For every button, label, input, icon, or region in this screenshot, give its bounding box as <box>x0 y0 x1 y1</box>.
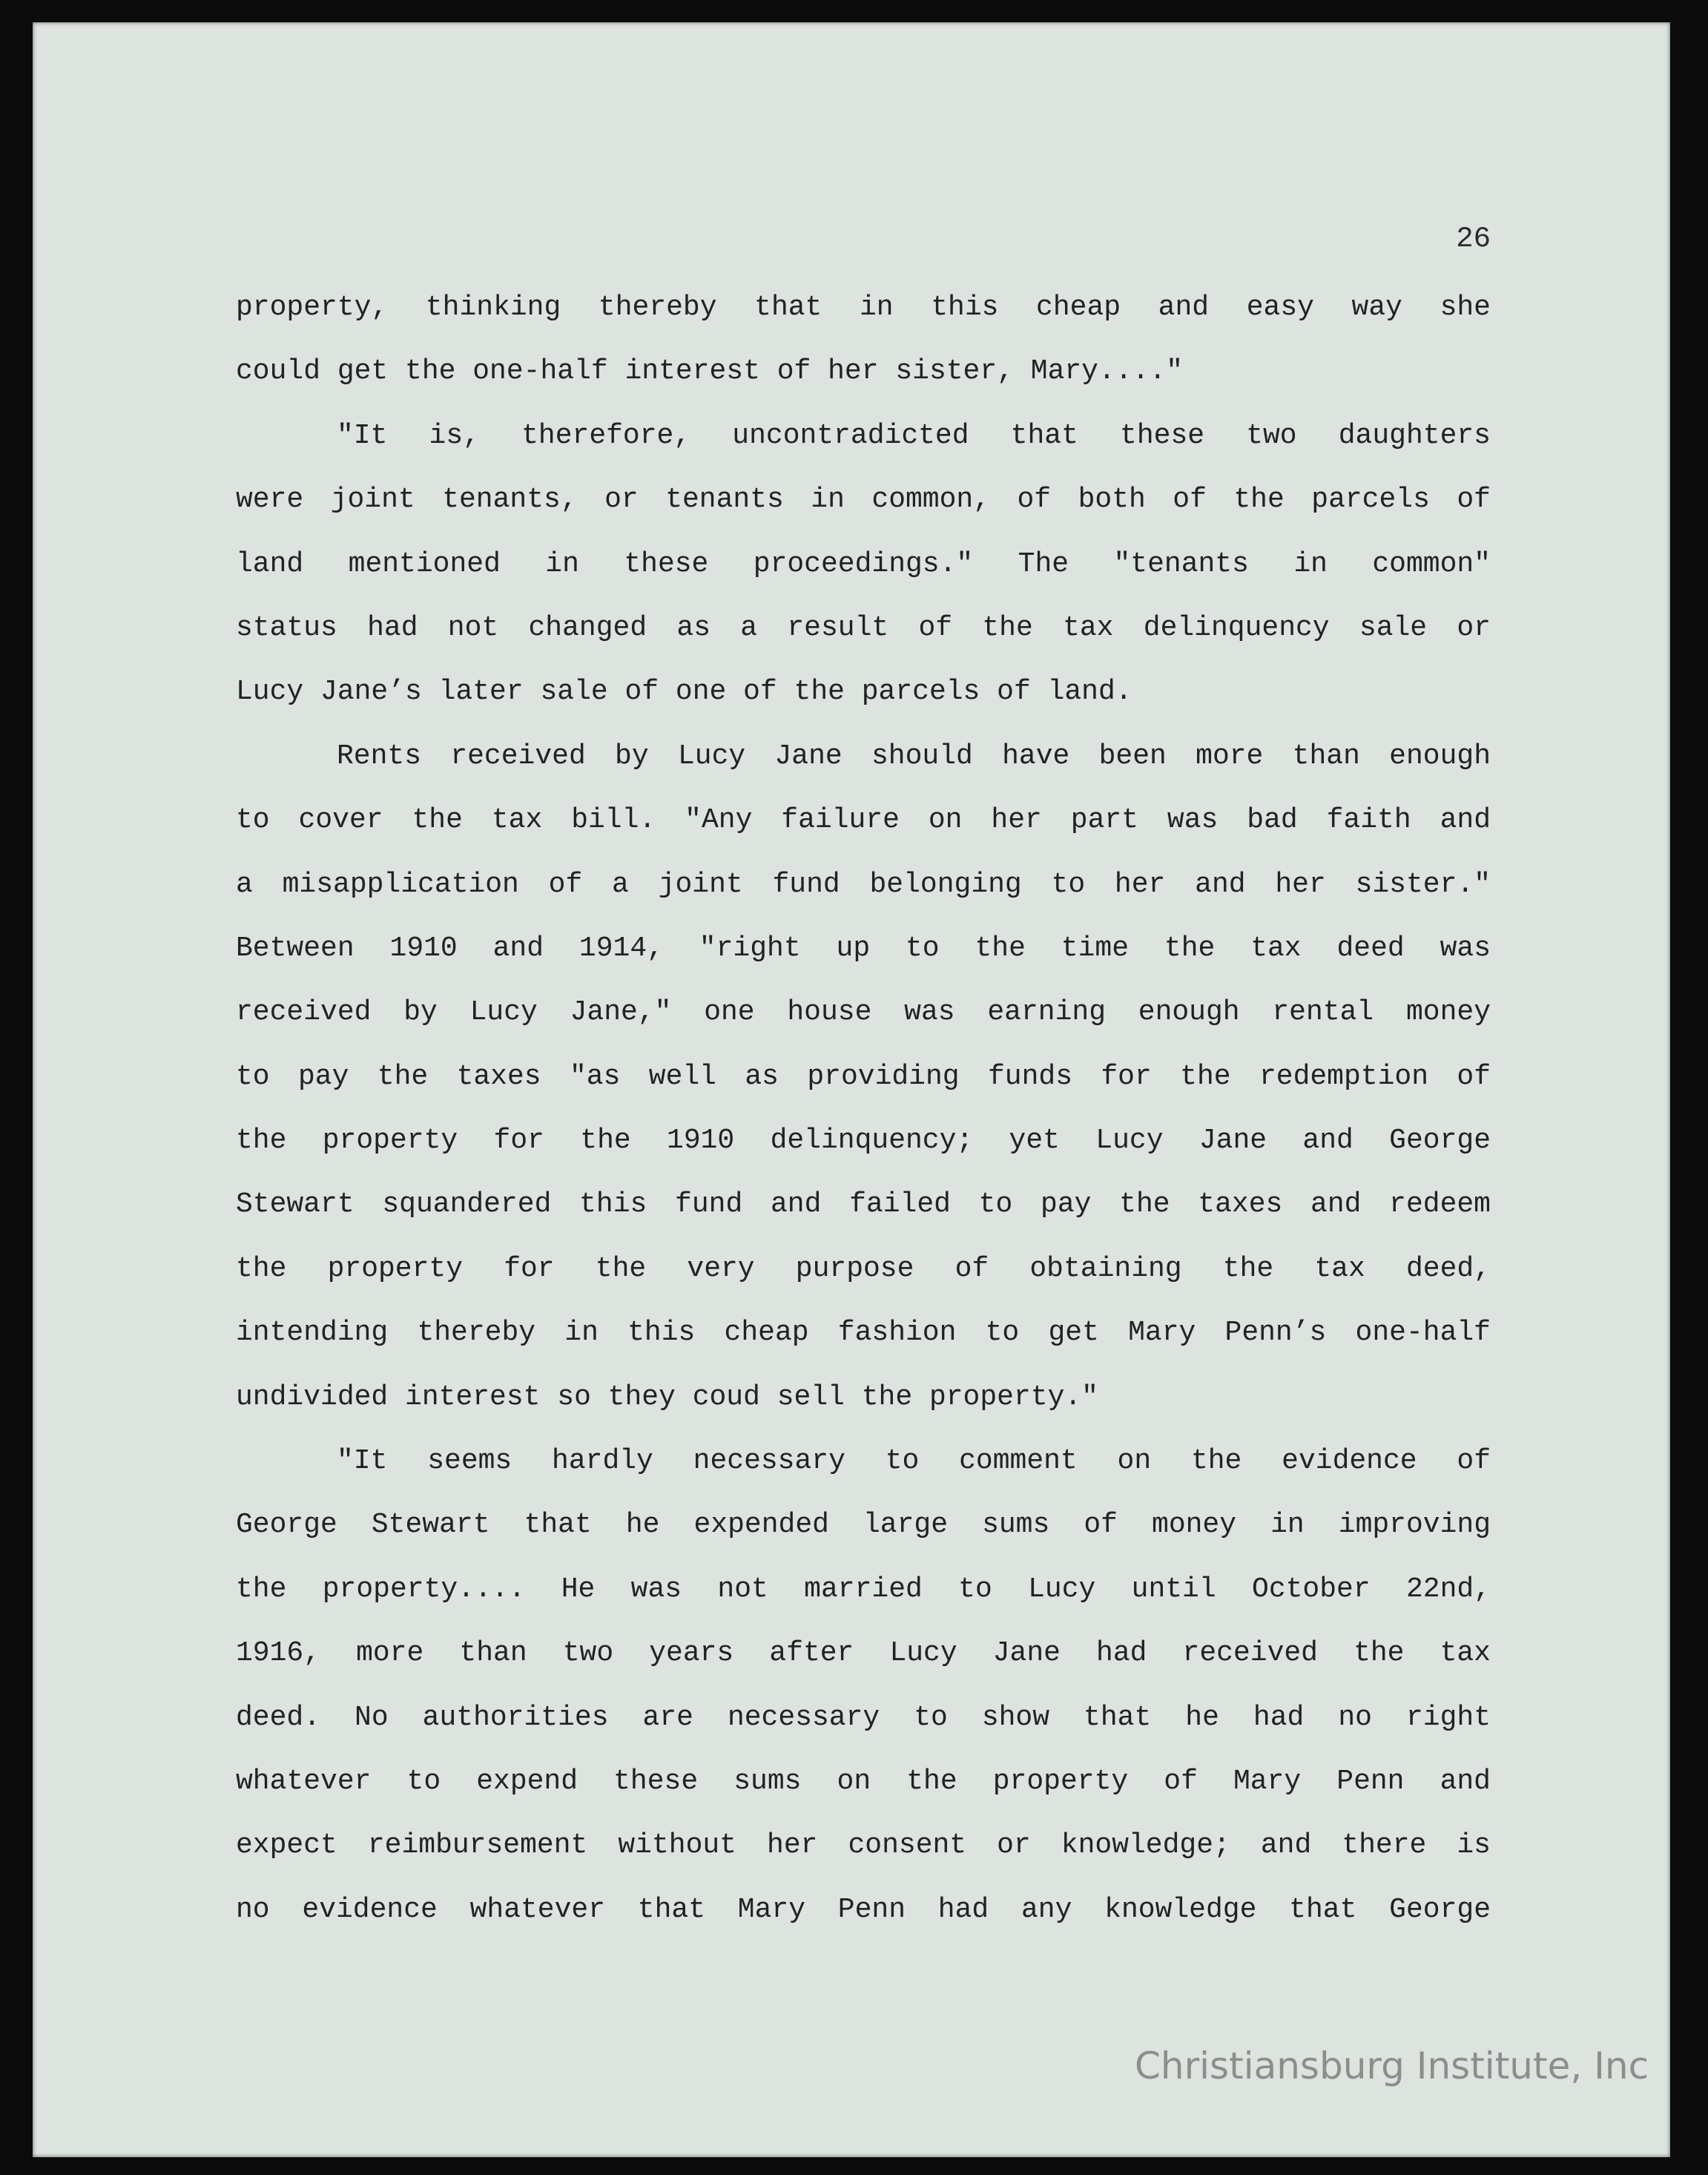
text-line: the property for the very purpose of obtaining the tax deed, <box>236 1252 1491 1285</box>
page-number: 26 <box>1456 223 1491 255</box>
text-line: whatever to expend these sums on the property of Mary Penn and <box>236 1765 1491 1797</box>
text-line: land mentioned in these proceedings." The "tenants in common" <box>236 547 1491 580</box>
body-text <box>236 276 1491 1942</box>
text-line: to cover the tax bill. "Any failure on her part was bad faith and <box>236 804 1491 837</box>
text-line: Lucy Jane’s later sale of one of the parcels of land. <box>236 676 1132 708</box>
text-line: the property for the 1910 delinquency; yet Lucy Jane and George <box>236 1125 1491 1157</box>
text-line: a misapplication of a joint fund belonging to her and her sister." <box>236 868 1491 901</box>
text-line: to pay the taxes "as well as providing funds for the redemption of <box>236 1060 1491 1093</box>
text-line: "It is, therefore, uncontradicted that these two daughters <box>337 419 1491 452</box>
text-line: could get the one-half interest of her sister, Mary...." <box>236 355 1184 388</box>
text-line: deed. No authorities are necessary to show that he had no right <box>236 1701 1491 1734</box>
text-line: received by Lucy Jane," one house was earning enough rental money <box>236 996 1491 1029</box>
text-line: 1916, more than two years after Lucy Jane had received the tax <box>236 1637 1491 1670</box>
text-line: expect reimbursement without her consent or knowledge; and there is <box>236 1829 1491 1862</box>
text-line: were joint tenants, or tenants in common, of both of the parcels of <box>236 484 1491 516</box>
text-line: the property.... He was not married to Lucy until October 22nd, <box>236 1573 1491 1605</box>
text-line: George Stewart that he expended large sums of money in improving <box>236 1509 1491 1541</box>
text-line: "It seems hardly necessary to comment on the evidence of <box>337 1445 1491 1478</box>
text-line: Between 1910 and 1914, "right up to the time the tax deed was <box>236 932 1491 964</box>
text-line: no evidence whatever that Mary Penn had any knowledge that George <box>236 1893 1491 1926</box>
text-line: intending thereby in this cheap fashion to get Mary Penn’s one-half <box>236 1317 1491 1349</box>
text-line: undivided interest so they coud sell the property." <box>236 1381 1098 1413</box>
text-line: Stewart squandered this fund and failed to pay the taxes and redeem <box>236 1188 1491 1221</box>
text-line: Rents received by Lucy Jane should have been more than enough <box>337 740 1491 772</box>
text-line: status had not changed as a result of the tax delinquency sale or <box>236 611 1491 644</box>
watermark: Christiansburg Institute, Inc <box>1135 2044 1649 2087</box>
text-line: property, thinking thereby that in this cheap and easy way she <box>236 292 1491 323</box>
